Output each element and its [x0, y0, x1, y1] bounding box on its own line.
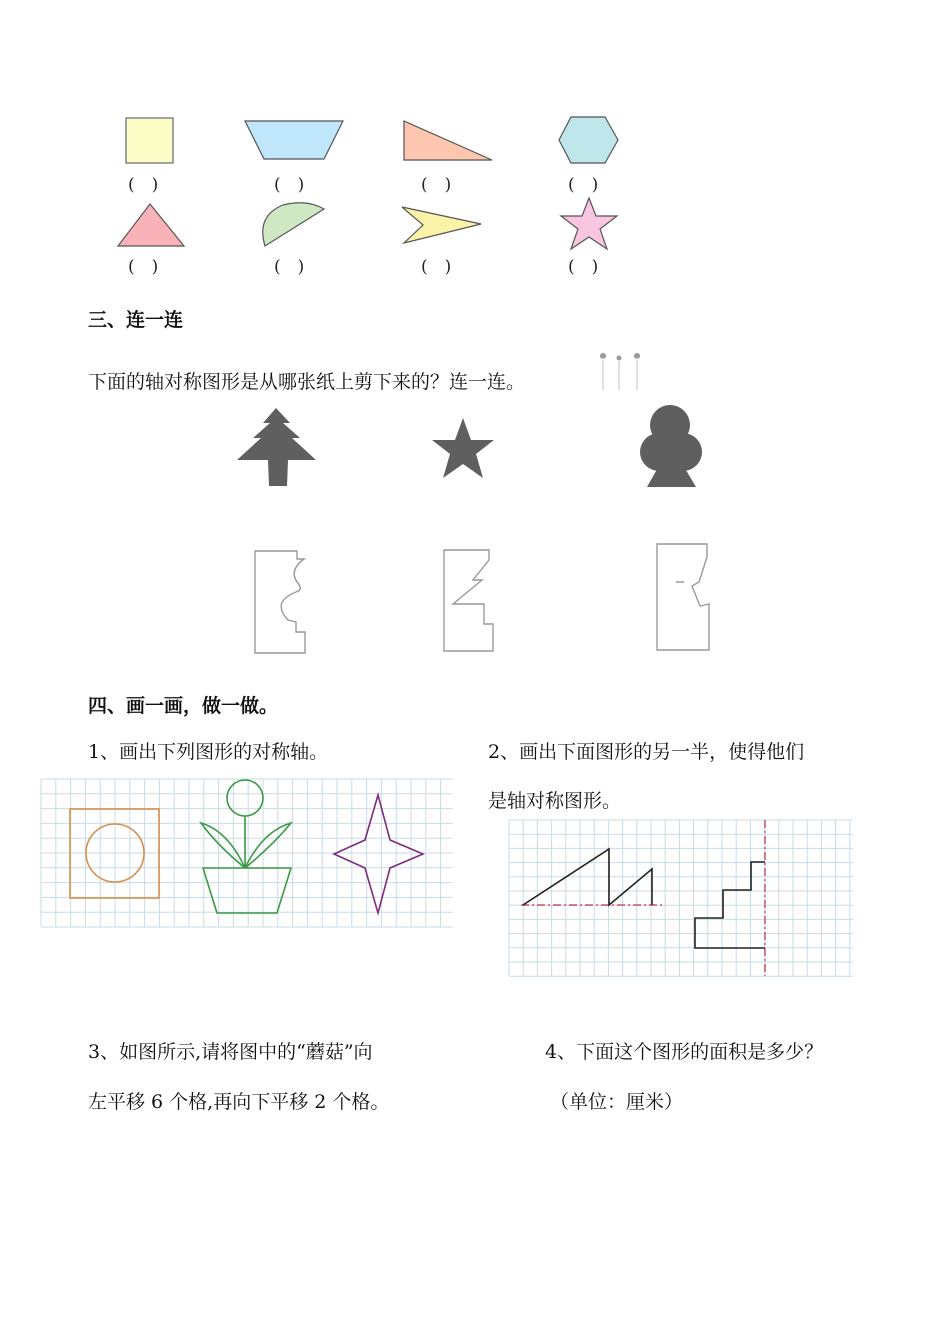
tree-shape	[237, 408, 316, 486]
question-2-text-line1: 2、画出下面图形的另一半，使得他们	[488, 741, 805, 763]
section3-instruction: 下面的轴对称图形是从哪张纸上剪下来的？连一连。	[88, 371, 526, 393]
answer-blank-triangle[interactable]: ( )	[128, 257, 159, 277]
question-2-text-line2: 是轴对称图形。	[488, 790, 622, 812]
question-1-grid	[41, 779, 453, 927]
paper-2	[444, 550, 493, 651]
answer-blank-star[interactable]: ( )	[568, 257, 599, 277]
answer-blank-right-triangle[interactable]: ( )	[421, 175, 452, 195]
club-shape	[640, 405, 702, 487]
answer-blank-square[interactable]: ( )	[128, 175, 159, 195]
question-4-text-line2: （单位：厘米）	[550, 1091, 684, 1113]
cut-star-shape	[432, 418, 494, 478]
section4-heading: 四、画一画，做一做。	[88, 695, 279, 717]
answer-blank-hexagon[interactable]: ( )	[568, 175, 599, 195]
answer-blank-sector[interactable]: ( )	[274, 257, 305, 277]
question-1-text: 1、画出下列图形的对称轴。	[88, 741, 329, 763]
paper-3	[657, 544, 709, 650]
question-3-text-line2: 左平移 6 个格,再向下平移 2 个格。	[88, 1091, 390, 1113]
section3-heading: 三、连一连	[88, 309, 184, 331]
question-2-grid	[509, 820, 853, 976]
answer-blank-arrowhead[interactable]: ( )	[421, 257, 452, 277]
question-4-text-line1: 4、下面这个图形的面积是多少？	[545, 1041, 824, 1063]
four-point-star-outline	[334, 795, 423, 913]
answer-blank-trapezoid[interactable]: ( )	[274, 175, 305, 195]
paper-1	[255, 551, 305, 653]
question-3-text-line1: 3、如图所示,请将图中的“蘑菇”向	[88, 1041, 373, 1063]
